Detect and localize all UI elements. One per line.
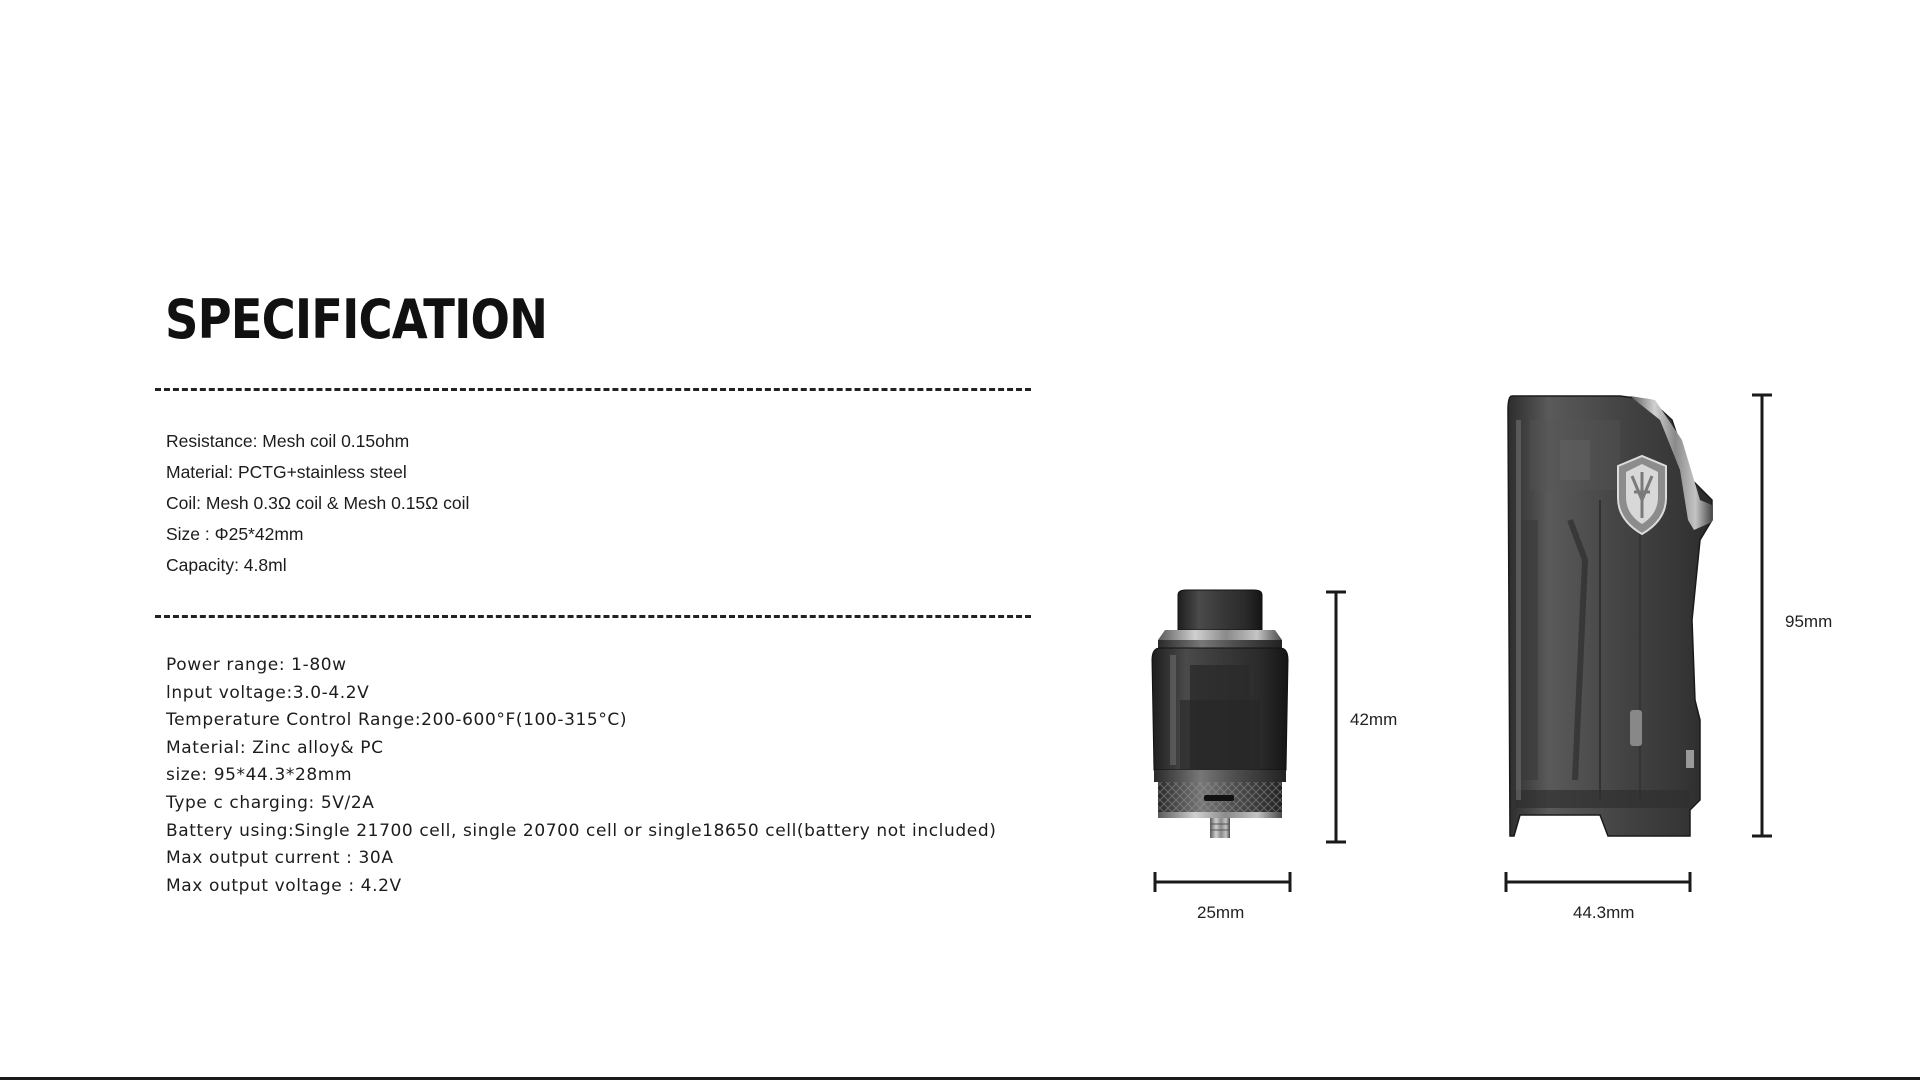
spec-item-size: size: 95*44.3*28mm — [166, 765, 353, 786]
spec-item-power-range: Power range: 1-80w — [166, 655, 347, 675]
dimension-line-mod-width — [1506, 872, 1690, 892]
page-title: SPECIFICATION — [165, 288, 548, 351]
spec-item-capacity: Capacity: 4.8ml — [166, 555, 287, 575]
spec-item-material: Material: Zinc alloy& PC — [166, 737, 384, 758]
spec-item-material: Material: PCTG+stainless steel — [166, 462, 407, 482]
mod-height-label: 95mm — [1785, 612, 1833, 631]
spec-item-battery: Battery using:Single 21700 cell, single 20700 cell or single18650 cell(battery not included) — [166, 820, 997, 841]
spec-item-size: Size : Φ25*42mm — [166, 524, 304, 544]
spec-item-charging: Type c charging: 5V/2A — [166, 792, 375, 813]
spec-item-max-current: Max output current : 30A — [166, 848, 394, 869]
dimension-line-tank-width — [1155, 872, 1290, 892]
spec-item-input-voltage: lnput voltage:3.0-4.2V — [166, 682, 370, 703]
spec-item-temperature-range: Temperature Control Range:200-600°F(100-315°C) — [166, 710, 628, 731]
dimension-line-tank-height — [1326, 592, 1346, 842]
tank-height-label: 42mm — [1350, 710, 1398, 729]
spec-item-coil: Coil: Mesh 0.3Ω coil & Mesh 0.15Ω coil — [166, 493, 470, 513]
mod-width-label: 44.3mm — [1573, 903, 1635, 922]
tank-image — [1152, 590, 1288, 838]
spec-item-resistance: Resistance: Mesh coil 0.15ohm — [166, 431, 410, 451]
tank-width-label: 25mm — [1197, 903, 1245, 922]
mod-image — [1508, 396, 1712, 836]
dimension-line-mod-height — [1752, 395, 1772, 836]
spec-item-max-voltage: Max output voltage : 4.2V — [166, 875, 402, 896]
